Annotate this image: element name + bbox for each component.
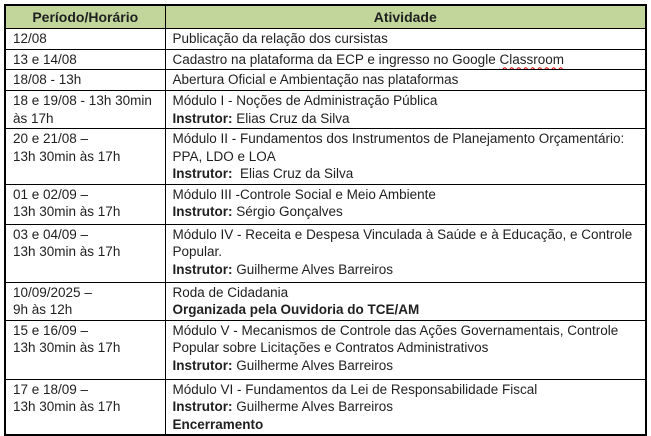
header-periodo-horario: Período/Horário [5, 5, 165, 29]
spellchecked-word: Classroom [499, 51, 564, 67]
text-segment: Cadastro na plataforma da ECP e ingresso no Google [172, 51, 500, 67]
activity-line [173, 71, 640, 89]
text-segment: Popular. [172, 244, 223, 259]
period-line: 13h 30min às 17h [13, 340, 121, 355]
table-row [5, 224, 646, 282]
bold-text-segment: Instrutor: [172, 166, 233, 181]
text-segment: Abertura Oficial e Ambientação nas plataformas [172, 72, 459, 87]
bold-text-segment: Organizada pela Ouvidoria do TCE/AM [172, 302, 420, 317]
period-line: 13h 30min às 17h [13, 399, 121, 414]
activity-line [173, 301, 640, 319]
text-segment: Elias Cruz da Silva [232, 166, 354, 181]
period-line: 13 e 14/08 [13, 51, 77, 67]
activity-line [173, 30, 640, 48]
text-segment: Popular sobre Licitações e Contratos Administrativos [172, 340, 489, 355]
bold-text-segment: Instrutor: [172, 204, 233, 219]
period-cell [5, 224, 165, 282]
activity-line [173, 339, 640, 357]
activity-line [173, 186, 640, 204]
period-cell [5, 129, 165, 185]
period-cell [5, 282, 165, 320]
text-segment: Roda de Cidadania [172, 284, 289, 300]
activity-cell [165, 379, 646, 435]
text-segment: Elias Cruz da Silva [232, 110, 350, 126]
text-segment: Guilherme Alves Barreiros [232, 357, 394, 373]
table-row [5, 184, 646, 224]
activity-line [173, 416, 640, 434]
period-cell [5, 91, 165, 129]
period-cell [5, 70, 165, 91]
activity-line [173, 110, 640, 128]
bold-text-segment: Instrutor: [172, 399, 233, 414]
activity-cell [165, 70, 646, 91]
schedule-table [4, 4, 647, 436]
header-atividade: Atividade [165, 5, 646, 29]
table-row [5, 282, 646, 320]
activity-cell [165, 49, 646, 70]
activity-cell [165, 29, 646, 50]
activity-line [173, 51, 640, 69]
activity-cell [165, 320, 646, 379]
period-cell [5, 379, 165, 435]
period-line: 20 e 21/08 – [13, 131, 89, 146]
table-body [5, 29, 646, 436]
period-line: 9h às 12h [13, 302, 73, 317]
table-row [5, 379, 646, 435]
period-line: 03 e 04/09 – [13, 226, 89, 242]
text-segment: Módulo III -Controle Social e Meio Ambiente [172, 186, 436, 202]
activity-line [173, 148, 640, 166]
activity-line [173, 357, 640, 375]
text-segment: Publicação da relação dos cursistas [172, 31, 388, 46]
table-row [5, 320, 646, 379]
period-line: 10/09/2025 – [13, 284, 92, 300]
text-segment: Módulo I - Noções de Administração Pública [172, 93, 438, 108]
text-segment: Módulo V - Mecanismos de Controle das Ações Governamentais, Controle [172, 322, 619, 338]
text-segment: Módulo VI - Fundamentos da Lei de Responsabilidade Fiscal [172, 381, 538, 397]
table-row [5, 49, 646, 70]
text-segment: PPA, LDO e LOA [172, 148, 276, 164]
activity-cell [165, 282, 646, 320]
activity-line [173, 261, 640, 279]
period-line: às 17h [13, 110, 54, 126]
bold-text-segment: Instrutor: [172, 357, 233, 373]
period-cell [5, 320, 165, 379]
activity-line [173, 92, 640, 110]
table-row [5, 70, 646, 91]
text-segment: Guilherme Alves Barreiros [232, 399, 394, 414]
bold-text-segment: Instrutor: [172, 110, 233, 126]
period-line: 18 e 19/08 - 13h 30min [13, 93, 152, 108]
bold-text-segment: Instrutor: [172, 261, 233, 277]
period-line: 12/08 [13, 31, 47, 46]
activity-line [173, 381, 640, 399]
period-cell [5, 29, 165, 50]
activity-cell [165, 184, 646, 224]
activity-line [173, 322, 640, 340]
period-line: 13h 30min às 17h [13, 244, 121, 259]
period-line: 15 e 16/09 – [13, 322, 89, 338]
activity-line [173, 284, 640, 302]
period-line: 13h 30min às 17h [13, 148, 121, 164]
period-line: 13h 30min às 17h [13, 204, 121, 219]
table-row [5, 129, 646, 185]
text-segment: Módulo IV - Receita e Despesa Vinculada à Saúde e à Educação, e Controle [172, 226, 633, 242]
text-segment: Sérgio Gonçalves [232, 204, 343, 219]
activity-cell [165, 91, 646, 129]
activity-line [173, 130, 640, 148]
text-segment: Módulo II - Fundamentos dos Instrumentos de Planejamento Orçamentário: [172, 131, 625, 146]
period-cell [5, 184, 165, 224]
text-segment: Guilherme Alves Barreiros [232, 261, 394, 277]
activity-cell [165, 224, 646, 282]
activity-line [173, 226, 640, 244]
activity-line [173, 243, 640, 261]
period-line: 01 e 02/09 – [13, 186, 89, 202]
bold-text-segment: Encerramento [172, 416, 264, 432]
header-row [5, 5, 646, 29]
period-cell [5, 49, 165, 70]
table-row [5, 29, 646, 50]
activity-line [173, 203, 640, 221]
activity-cell [165, 129, 646, 185]
period-line: 18/08 - 13h [13, 72, 82, 87]
table-row [5, 91, 646, 129]
period-line: 17 e 18/09 – [13, 381, 89, 397]
activity-line [173, 165, 640, 183]
activity-line [173, 398, 640, 416]
